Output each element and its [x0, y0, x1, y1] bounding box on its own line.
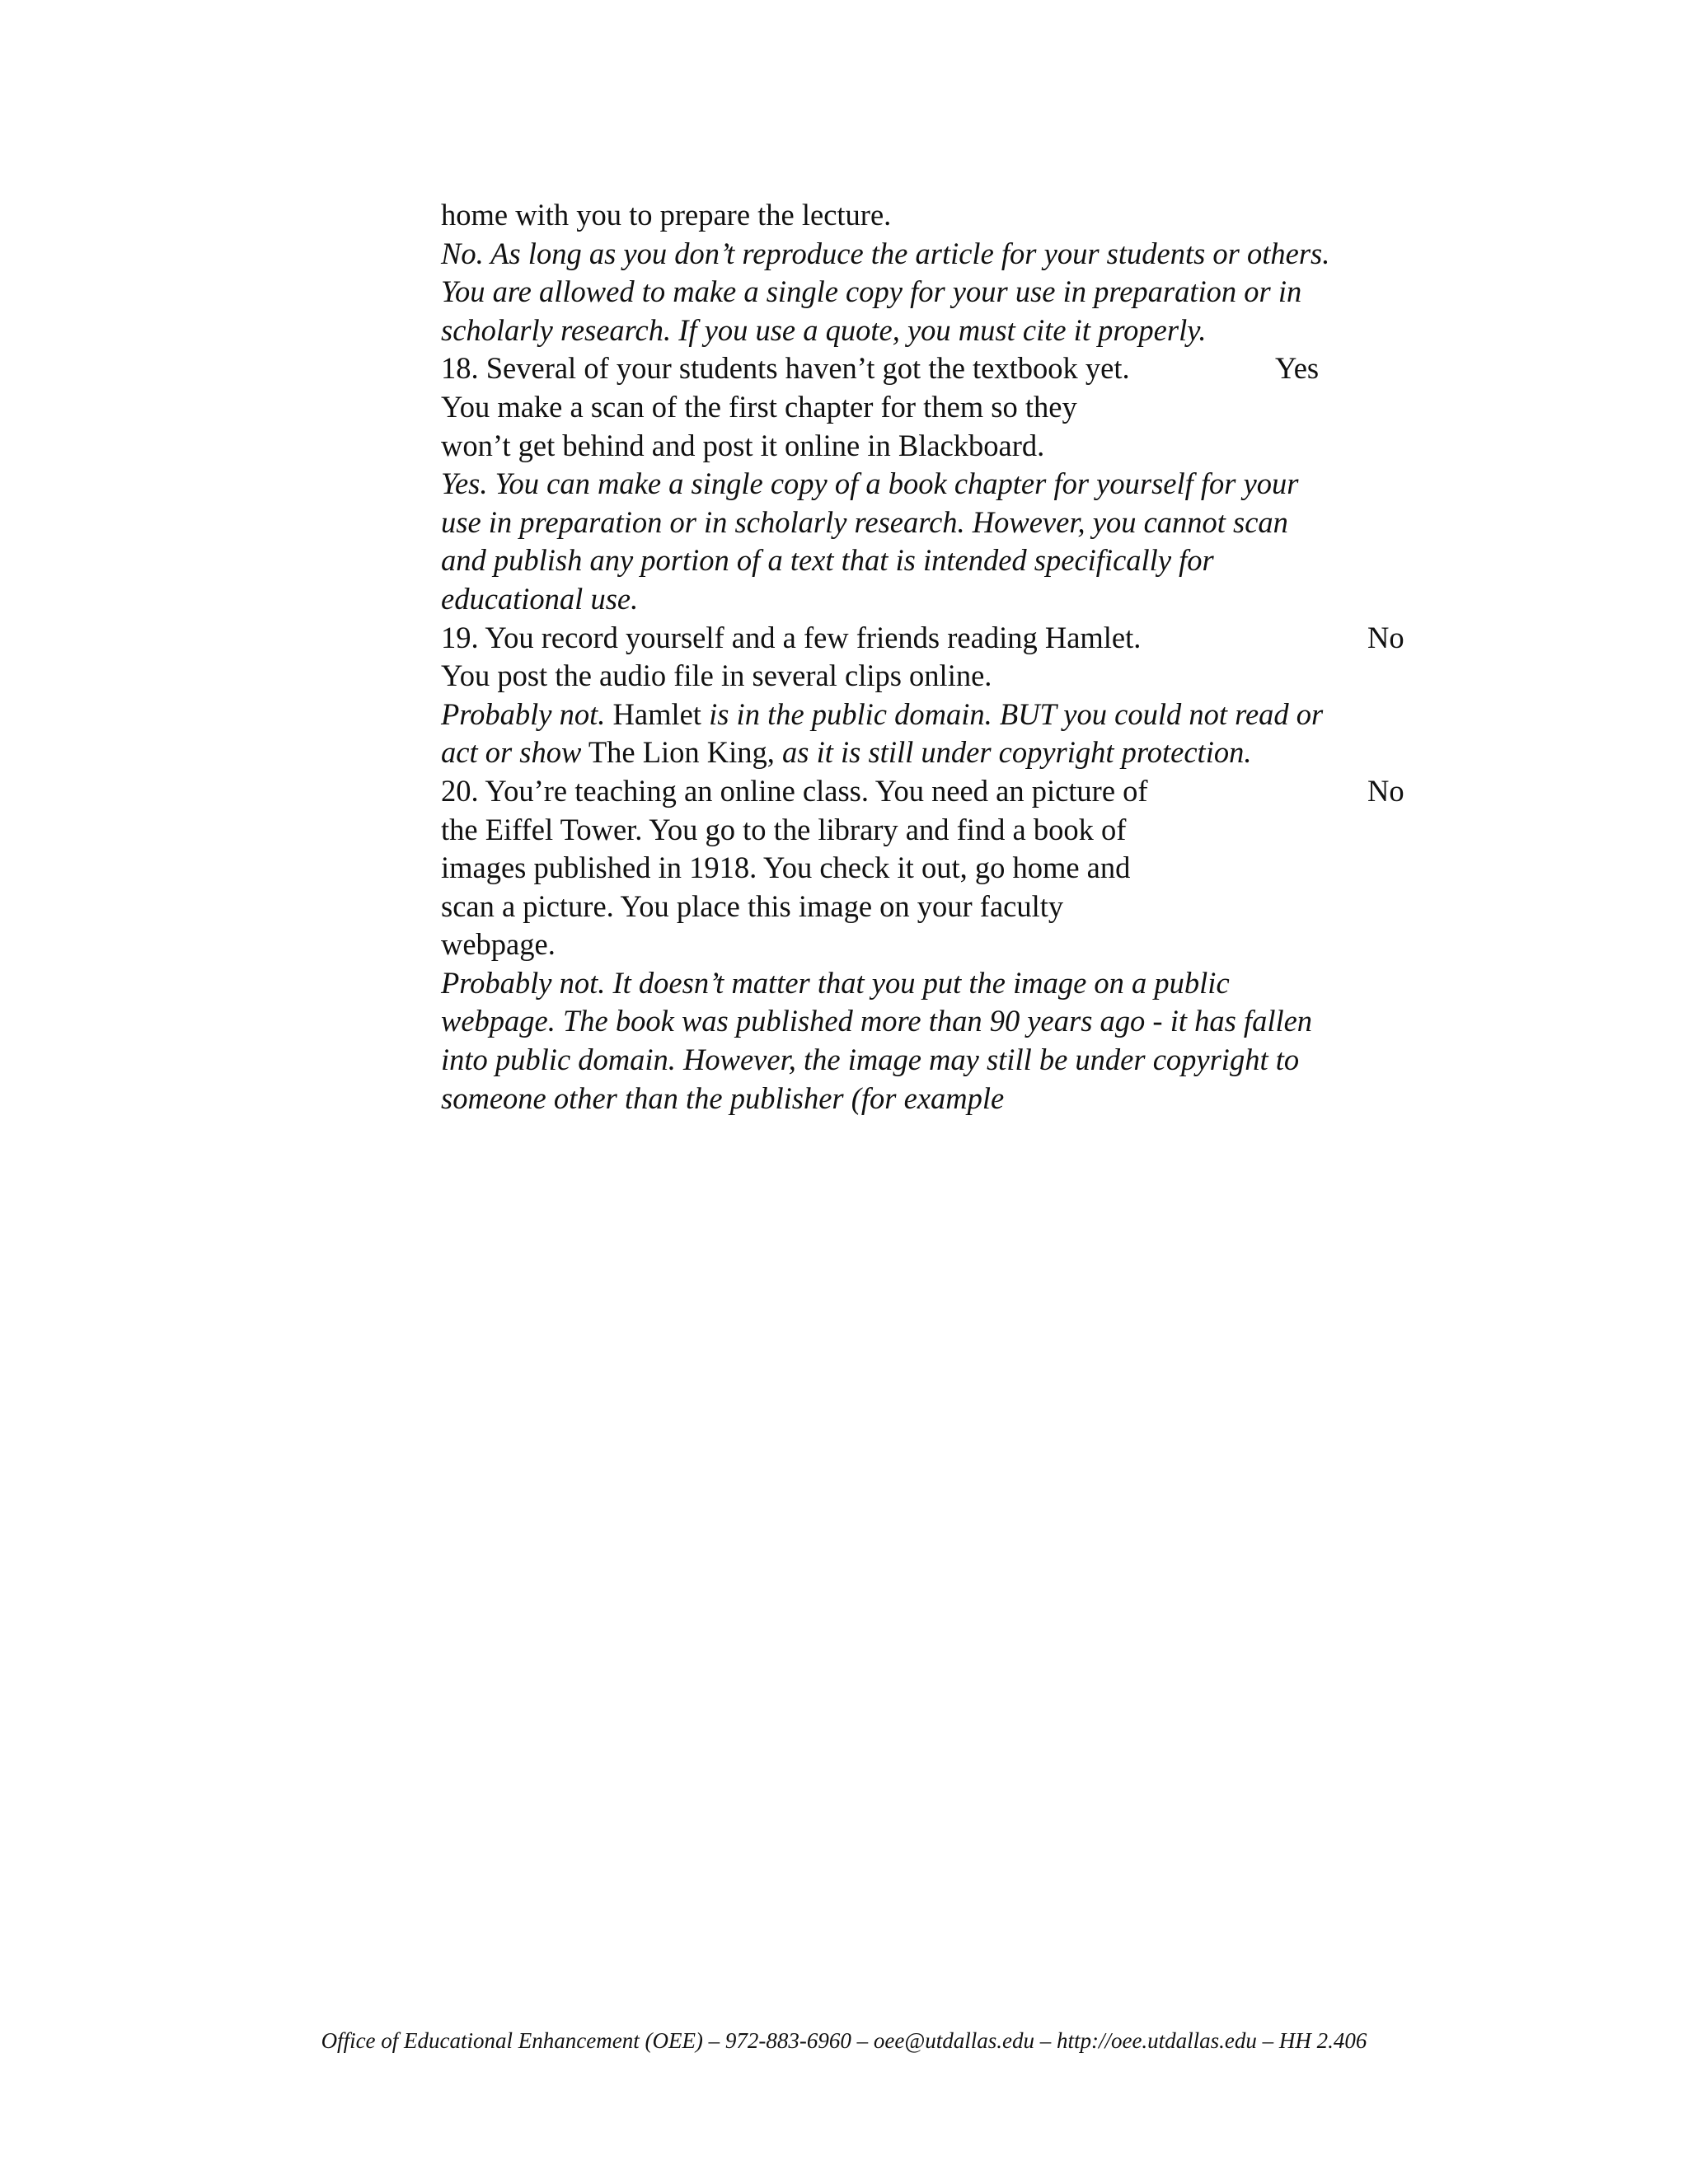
- q20-question-line: scan a picture. You place this image on your faculty: [441, 888, 1064, 923]
- q20-answer-line: webpage. The book was published more than 90 years ago - it has fallen: [441, 1004, 1313, 1038]
- q20-question-line: images published in 1918. You check it out, go home and: [441, 851, 1131, 885]
- q19-title-hamlet: Hamlet: [612, 696, 701, 731]
- q20-question-text: 20. You’re teaching an online class. You need an picture of: [441, 773, 1148, 808]
- q19-answer-line: [441, 696, 1447, 734]
- q20-question-line: the Eiffel Tower. You go to the library and find a book of: [441, 812, 1127, 846]
- q18-answer-line: and publish any portion of a text that is intended specifically for: [441, 543, 1214, 578]
- q20-answer-line: someone other than the publisher (for example: [441, 1080, 1005, 1115]
- q20-answer-line: Probably not. It doesn’t matter that you put the image on a public: [441, 965, 1230, 1000]
- q19-answer-italic: act or show: [441, 735, 582, 770]
- q20-question-line: webpage.: [441, 927, 556, 962]
- q18-question-line: You make a scan of the first chapter for them so they: [441, 389, 1077, 424]
- q17-question-tail: home with you to prepare the lecture.: [441, 198, 892, 232]
- q20-answer-line: into public domain. However, the image may still be under copyright to: [441, 1043, 1300, 1077]
- q19-question-line: You post the audio file in several clips online.: [441, 658, 992, 693]
- q19-answer-italic: Probably not.: [441, 696, 606, 731]
- q18-question-line: won’t get behind and post it online in Blackboard.: [441, 428, 1045, 462]
- q19-answer-italic: is in the public domain. BUT you could not read or: [709, 696, 1324, 731]
- q19-answer-line: [441, 733, 1447, 772]
- page-footer: Office of Educational Enhancement (OEE) – 972-883-6960 – oee@utdallas.edu – http://oee.utdallas.edu – HH 2.406: [321, 2028, 1367, 2053]
- q17-answer-line: No. As long as you don’t reproduce the article for your students or others.: [441, 236, 1330, 270]
- q17-answer-line: scholarly research. If you use a quote, you must cite it properly.: [441, 312, 1207, 347]
- q20-question-line: [441, 772, 1447, 811]
- q18-question-line: [441, 349, 1447, 388]
- q18-answer-line: Yes. You can make a single copy of a book chapter for yourself for your: [441, 466, 1299, 501]
- q19-answer-mark: No: [1367, 620, 1404, 654]
- q18-answer-line: use in preparation or in scholarly research. However, you cannot scan: [441, 504, 1288, 539]
- q20-answer-mark: No: [1367, 773, 1404, 808]
- q19-question-line: [441, 619, 1447, 658]
- q19-title-lion-king: The Lion King,: [588, 735, 775, 770]
- q19-question-text: 19. You record yourself and a few friends reading Hamlet.: [441, 620, 1142, 654]
- q18-question-text: 18. Several of your students haven’t got the textbook yet.: [441, 351, 1130, 386]
- q19-answer-italic: as it is still under copyright protection.: [782, 735, 1252, 770]
- document-body: [441, 196, 1447, 1118]
- q18-answer-line: educational use.: [441, 581, 639, 616]
- q18-answer-mark: Yes: [1275, 351, 1320, 386]
- q17-answer-line: You are allowed to make a single copy for your use in preparation or in: [441, 274, 1302, 309]
